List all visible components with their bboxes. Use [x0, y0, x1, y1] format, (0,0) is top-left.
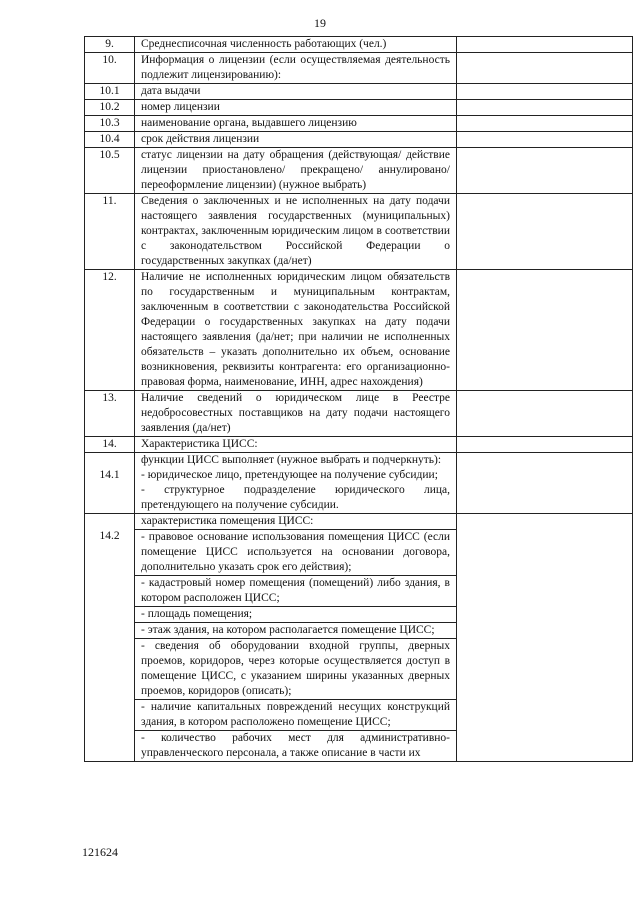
- application-form-table: [84, 36, 633, 762]
- row-number-label: 14.2: [99, 530, 120, 542]
- row-intro: функции ЦИСС выполняет (нужное выбрать и подчеркнуть):: [141, 454, 442, 466]
- row-text: Сведения о заключенных и не исполненных на дату подачи настоящего заявления государственных (муниципальных) контрактах, заключенным юридическим лицом в соответствии с законодательством Российской Федерации о государственных закупках (да/нет): [135, 194, 457, 270]
- list-item: - этаж здания, на котором располагается помещение ЦИСС;: [135, 623, 456, 639]
- row-text: статус лицензии на дату обращения (действующая/ действие лицензии приостановлено/ прекращено/ аннулировано/ переоформление лицензии) (нужное выбрать): [135, 148, 457, 194]
- table-row: [85, 270, 633, 391]
- row-text: номер лицензии: [135, 100, 457, 116]
- list-item: - юридическое лицо, претендующее на получение субсидии;: [141, 469, 438, 481]
- row-number: 12.: [85, 270, 135, 391]
- row-number: [85, 514, 135, 762]
- table-row-14-2: [85, 514, 633, 762]
- table-row-14-1: [85, 453, 633, 514]
- table-row: [85, 84, 633, 100]
- list-item: - количество рабочих мест для административно-управленческого персонала, а также описание в части их: [141, 732, 450, 759]
- row-text: [135, 514, 457, 762]
- row-text: дата выдачи: [135, 84, 457, 100]
- value-cell[interactable]: [457, 270, 633, 391]
- list-item: - площадь помещения;: [135, 607, 456, 623]
- row-number: 9.: [85, 37, 135, 53]
- table-row: [85, 437, 633, 453]
- row-number: 10.5: [85, 148, 135, 194]
- value-cell[interactable]: [457, 53, 633, 84]
- footer-code: 121624: [82, 845, 118, 859]
- page-number: 19: [314, 16, 326, 30]
- list-item: - наличие капитальных повреждений несущих конструкций здания, в котором расположено помещение ЦИСС;: [135, 700, 456, 731]
- value-cell[interactable]: [457, 100, 633, 116]
- table-row: [85, 391, 633, 437]
- table-row: [85, 100, 633, 116]
- row-text: Наличие не исполненных юридическим лицом обязательств по государственным и муниципальным контрактам, заключенным в соответствии с законодательства Российской Федерации о государственных закупках на дату подачи настоящего заявления (да/нет; при наличии не исполненных обязательств – указать дополнительно их объем, основание возникновения, реквизиты контрагента: его организационно-правовая форма, наименование, ИНН, адрес нахождения): [135, 270, 457, 391]
- value-cell[interactable]: [457, 37, 633, 53]
- row-text: Среднесписочная численность работающих (чел.): [135, 37, 457, 53]
- row-number: 10.4: [85, 132, 135, 148]
- row-number: 10.1: [85, 84, 135, 100]
- value-cell[interactable]: [457, 514, 633, 762]
- value-cell[interactable]: [457, 116, 633, 132]
- row-number: 13.: [85, 391, 135, 437]
- row-text: наименование органа, выдавшего лицензию: [135, 116, 457, 132]
- row-number-label: 14.1: [99, 469, 120, 481]
- row-number: 11.: [85, 194, 135, 270]
- table-row: [85, 194, 633, 270]
- row-text: срок действия лицензии: [135, 132, 457, 148]
- list-item: - сведения об оборудовании входной группы, дверных проемов, коридоров, через которые осуществляется доступ в помещение ЦИСС, с указанием ширины указанных дверных проемов, коридоров (описать);: [135, 639, 456, 700]
- list-item: - структурное подразделение юридического лица, претендующего на получение субсидии.: [141, 484, 450, 511]
- row-number: 10.3: [85, 116, 135, 132]
- table-row: [85, 148, 633, 194]
- value-cell[interactable]: [457, 194, 633, 270]
- row-intro: характеристика помещения ЦИСС:: [135, 514, 456, 530]
- row-text: [135, 453, 457, 514]
- table-row: [85, 37, 633, 53]
- table-row: [85, 53, 633, 84]
- value-cell[interactable]: [457, 453, 633, 514]
- row-number: 14.: [85, 437, 135, 453]
- list-item: - правовое основание использования помещения ЦИСС (если помещение ЦИСС используется на основании договора, дополнительно указать срок его действия);: [135, 530, 456, 576]
- value-cell[interactable]: [457, 148, 633, 194]
- row-number: 10.: [85, 53, 135, 84]
- row-text: Информация о лицензии (если осуществляемая деятельность подлежит лицензированию):: [135, 53, 457, 84]
- row-text: Характеристика ЦИСС:: [135, 437, 457, 453]
- row-number: 10.2: [85, 100, 135, 116]
- row-number: [85, 453, 135, 514]
- table-row: [85, 132, 633, 148]
- value-cell[interactable]: [457, 132, 633, 148]
- value-cell[interactable]: [457, 437, 633, 453]
- value-cell[interactable]: [457, 391, 633, 437]
- row-text: Наличие сведений о юридическом лице в Реестре недобросовестных поставщиков на дату подачи настоящего заявления (да/нет): [135, 391, 457, 437]
- table-row: [85, 116, 633, 132]
- value-cell[interactable]: [457, 84, 633, 100]
- list-item: - кадастровый номер помещения (помещений) либо здания, в котором расположен ЦИСС;: [135, 576, 456, 607]
